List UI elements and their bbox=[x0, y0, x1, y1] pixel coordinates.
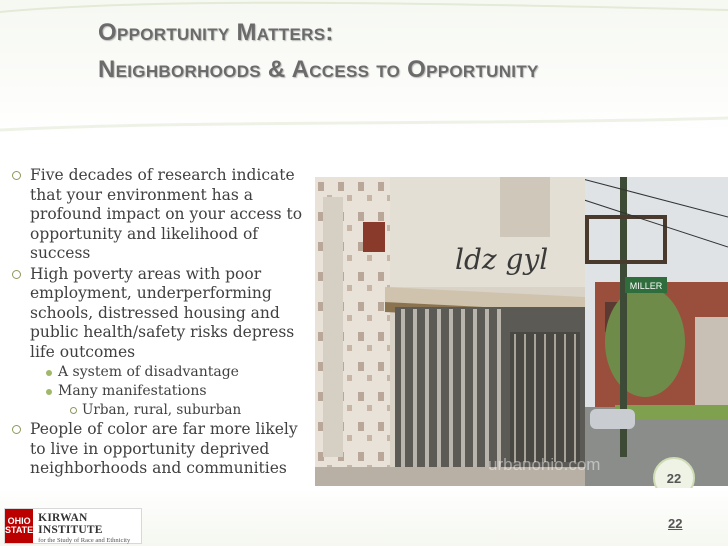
bullet-list bbox=[12, 166, 312, 480]
sub-bullet-item bbox=[12, 363, 312, 382]
sub-sub-bullet-item bbox=[12, 401, 312, 420]
kirwan-text-block bbox=[33, 509, 141, 543]
title-line-1: Opportunity Matters: bbox=[98, 19, 334, 46]
osu-logo-line-2: STATE bbox=[5, 525, 34, 535]
sub-bullet-text: Many manifestations bbox=[58, 383, 207, 399]
bullet-item bbox=[12, 420, 312, 479]
bullet-marker-icon bbox=[12, 270, 21, 279]
sub-sub-bullet-marker-icon bbox=[70, 407, 77, 414]
bullet-item bbox=[12, 265, 312, 363]
slide-title bbox=[98, 18, 539, 85]
sub-bullet-marker-icon bbox=[46, 370, 52, 376]
bullet-text: High poverty areas with poor employment, underperforming schools, distressed housing and public health/safety risks depress life outcomes bbox=[30, 264, 295, 361]
bullet-marker-icon bbox=[12, 171, 21, 180]
bullet-text: Five decades of research indicate that your environment has a profound impact on your access to opportunity and likelihood of success bbox=[30, 166, 303, 262]
sub-sub-bullet-text: Urban, rural, suburban bbox=[82, 402, 242, 418]
storefront-photo bbox=[315, 177, 728, 486]
sub-bullet-marker-icon bbox=[46, 389, 52, 395]
osu-logo-line-1: OHIO bbox=[7, 516, 31, 526]
kirwan-institute-logo bbox=[4, 508, 142, 544]
logo-title: KIRWAN INSTITUTE bbox=[38, 512, 103, 536]
sub-bullet-item bbox=[12, 382, 312, 401]
bullet-text: People of color are far more likely to live in opportunity deprived neighborhoods and communities bbox=[30, 420, 298, 477]
osu-logo-icon bbox=[5, 509, 33, 543]
street-sign: MILLER bbox=[629, 281, 663, 291]
bullet-item bbox=[12, 166, 312, 264]
page-number-badge: 22 bbox=[653, 457, 695, 499]
logo-subtitle: for the Study of Race and Ethnicity bbox=[38, 537, 131, 544]
sub-bullet-text: A system of disadvantage bbox=[58, 364, 239, 380]
photo-watermark: urbanohio.com bbox=[488, 455, 601, 474]
footer-page-number: 22 bbox=[668, 516, 683, 531]
bullet-marker-icon bbox=[12, 425, 21, 434]
title-line-2: Neighborhoods & Access to Opportunity bbox=[98, 56, 539, 83]
svg-text:ldz gyl: ldz gyl bbox=[455, 243, 549, 276]
